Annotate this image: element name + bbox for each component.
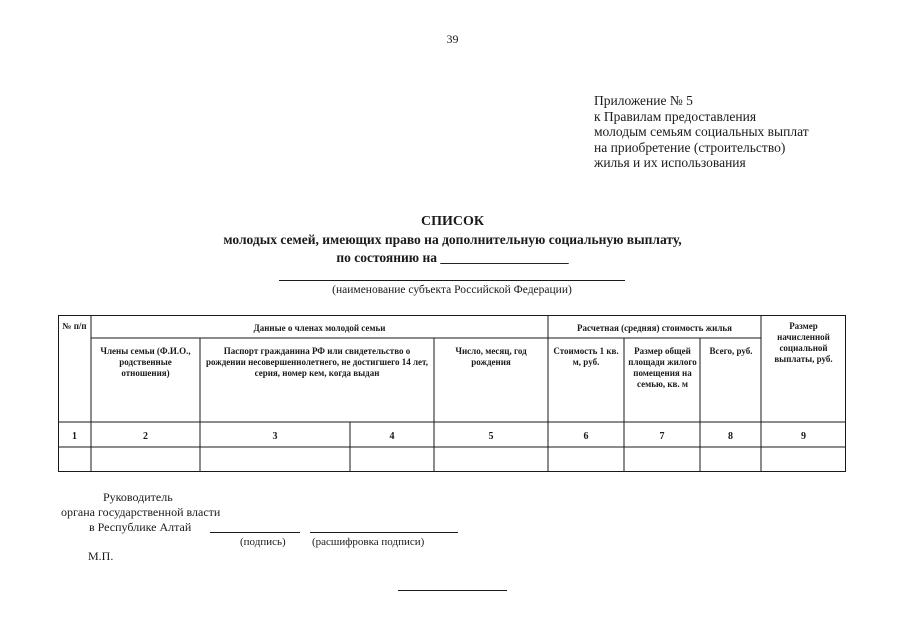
column-number: 6 [583, 431, 589, 442]
column-number: 5 [488, 431, 494, 442]
signature-decode-caption: (расшифровка подписи) [312, 536, 425, 548]
document-title [0, 213, 905, 267]
page-number: 39 [446, 32, 459, 46]
signature-decode-line [310, 532, 458, 533]
header-family-group: Данные о членах молодой семьи [253, 323, 386, 333]
column-number: 7 [659, 431, 665, 442]
column-number: 1 [72, 431, 77, 442]
stamp-place: М.П. [88, 549, 114, 563]
signature-head-line1: Руководитель [103, 490, 173, 504]
appendix-line: на приобретение (строительство) [594, 139, 786, 155]
column-number: 4 [389, 431, 395, 442]
column-number: 8 [728, 431, 733, 442]
header-total: Всего, руб. [709, 346, 753, 356]
signature-head-line3: в Республике Алтай [89, 520, 192, 534]
signature-head-line2: органа государственной власти [61, 505, 221, 519]
header-payout: Размер начисленной социальной выплаты, руб. [774, 321, 833, 364]
families-table [58, 315, 846, 472]
header-cost-per-meter: Стоимость 1 кв. м, руб. [553, 346, 619, 367]
appendix-header [594, 93, 809, 171]
subject-underline [279, 280, 625, 281]
table-grid [58, 315, 846, 472]
column-number: 9 [801, 431, 806, 442]
appendix-line: Приложение № 5 [594, 93, 693, 108]
title-subtitle: молодых семей, имеющих право на дополнительную социальную выплату, [223, 232, 682, 247]
appendix-line: жилья и их использования [594, 155, 746, 171]
footer-divider [398, 590, 507, 591]
header-birth: Число, месяц, год рождения [455, 346, 527, 367]
column-number: 2 [143, 431, 148, 442]
header-passport: Паспорт гражданина РФ или свидетельство о рождении несовершеннолетнего, не достигшего 14 лет, серия, номер кем, когда выдан [205, 346, 429, 378]
title-main: СПИСОК [420, 214, 485, 229]
header-area: Размер общей площади жилого помещения на семью, кв. м [628, 346, 697, 389]
signature-caption: (подпись) [240, 536, 286, 548]
subject-caption: (наименование субъекта Российской Федерации) [332, 284, 572, 296]
header-number: № п/п [62, 321, 87, 331]
title-date-line: по состоянию на ___________________ [336, 250, 569, 265]
header-cost-group: Расчетная (средняя) стоимость жилья [576, 323, 732, 333]
signature-line [210, 532, 300, 533]
appendix-line: к Правилам предоставления [594, 108, 757, 124]
header-members: Члены семьи (Ф.И.О., родственные отношения) [100, 346, 191, 378]
appendix-line: молодым семьям социальных выплат [594, 124, 809, 140]
column-number: 3 [272, 431, 278, 442]
